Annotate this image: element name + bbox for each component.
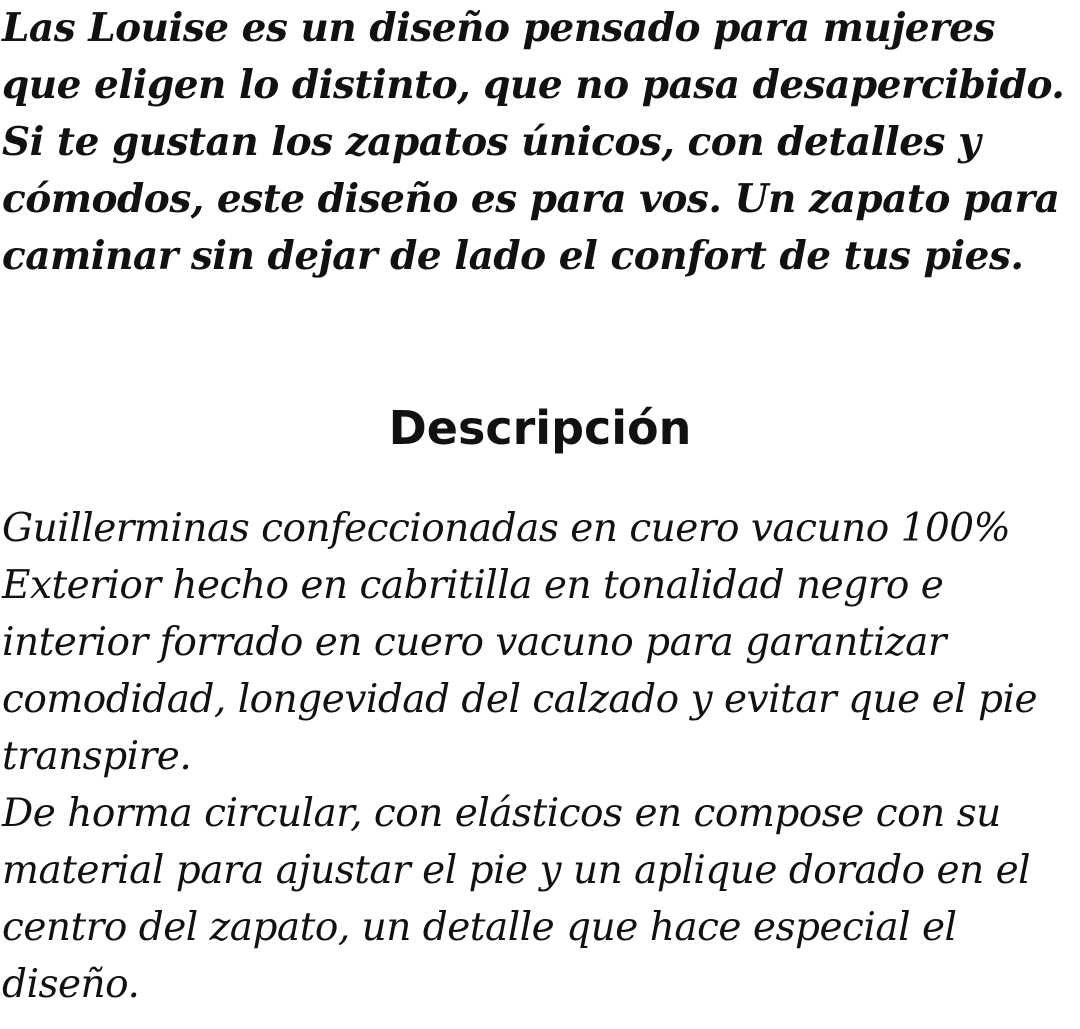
description-text — [2, 500, 1072, 1013]
description-heading: Descripción — [388, 401, 692, 455]
description-paragraph: Guillerminas confeccionadas en cuero vacuno 100% Exterior hecho en cabritilla en tonalidad negro e interior forrado en cuero vacuno para garantizar comodidad, longevidad del calzado y evitar que el pie transpire. — [2, 506, 1038, 779]
intro-text — [2, 0, 1072, 285]
intro-paragraph: Si te gustan los zapatos únicos, con detalles y cómodos, este diseño es para vos. Un zapato para caminar sin dejar de lado el confort de tus pies. — [2, 119, 1060, 279]
description-paragraph: De horma circular, con elásticos en compose con su material para ajustar el pie y un aplique dorado en el centro del zapato, un detalle que hace especial el diseño. — [2, 791, 1031, 1007]
intro-paragraph: Las Louise es un diseño pensado para mujeres que eligen lo distinto, que no pasa desapercibido. — [2, 5, 1065, 108]
